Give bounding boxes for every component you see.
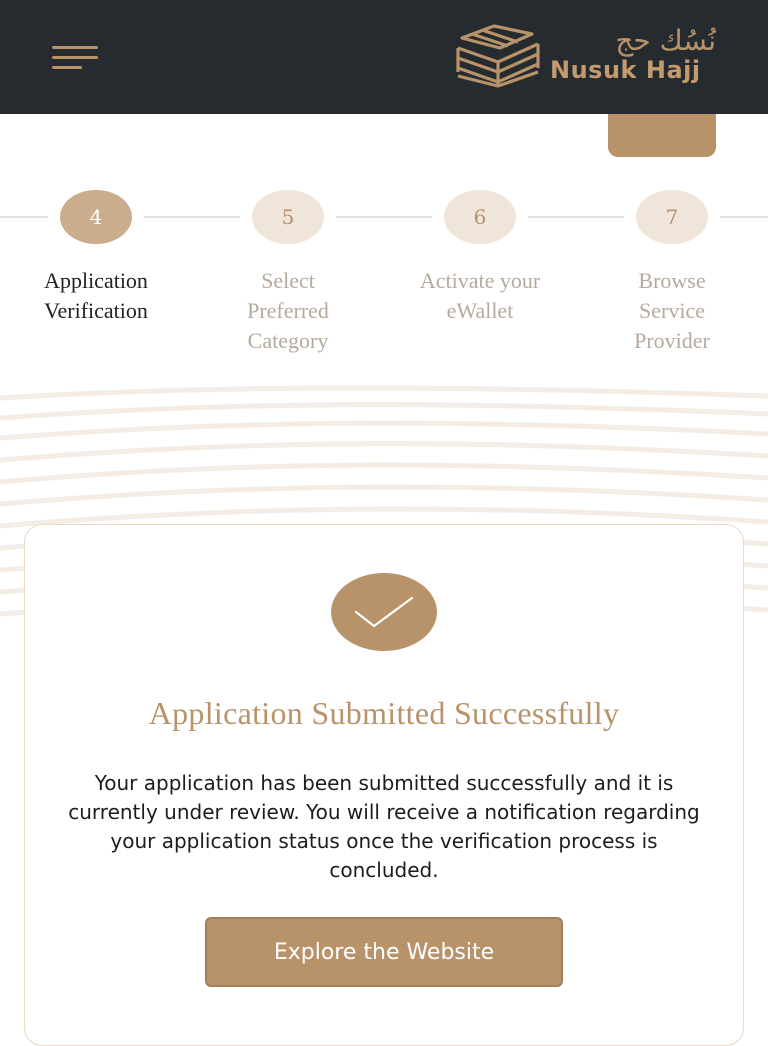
step-number: 5 [252, 190, 324, 244]
logo-latin-text: Nusuk Hajj [550, 56, 701, 84]
step-number: 6 [444, 190, 516, 244]
success-title: Application Submitted Successfully [148, 695, 620, 731]
step-number: 4 [60, 190, 132, 244]
step-label: Browse Service Provider [634, 268, 710, 353]
step-activate-ewallet[interactable] [385, 190, 575, 326]
success-card [24, 524, 744, 1046]
step-label: Application Verification [44, 268, 148, 323]
app-header [0, 0, 768, 114]
explore-website-button[interactable]: Explore the Website [205, 917, 563, 987]
step-label: Select Preferred Category [247, 268, 329, 353]
step-application-verification[interactable] [1, 190, 191, 326]
logo-arabic-text: نُسُك حج [615, 24, 716, 57]
step-label: Activate your eWallet [419, 268, 541, 323]
checkmark-icon [352, 592, 416, 632]
kaaba-logo-icon [452, 24, 542, 88]
nusuk-hajj-logo[interactable] [452, 24, 722, 90]
success-check-badge [331, 573, 437, 651]
menu-icon[interactable] [52, 44, 102, 74]
step-number: 7 [636, 190, 708, 244]
step-browse-service-provider[interactable] [577, 190, 767, 356]
step-select-preferred-category[interactable] [193, 190, 383, 356]
header-tab[interactable] [608, 108, 716, 157]
success-message: Your application has been submitted successfully and it is currently under review. You will receive a notification regarding your application status once the verification process is concluded. [68, 771, 700, 882]
